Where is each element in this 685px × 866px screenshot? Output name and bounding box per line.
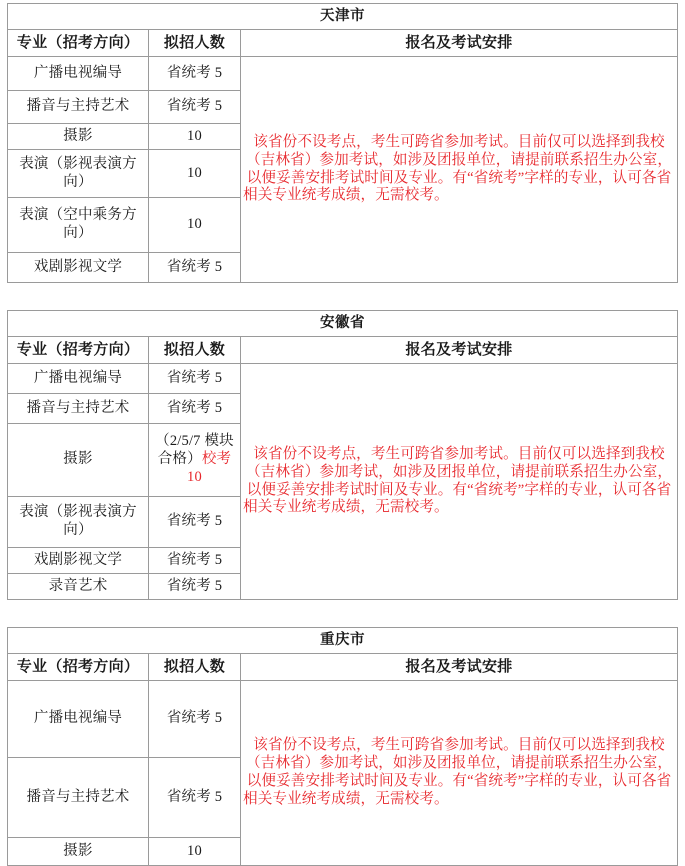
table-row — [8, 364, 678, 394]
count-text: 10 — [187, 164, 202, 181]
planned-count — [149, 124, 241, 150]
note-text: 该省份不设考点，考生可跨省参加考试。目前仅可以选择到我校（吉林省）参加考试，如涉及团报单位，请提前联系招生办公室，以便妥善安排考试时间及专业。有“省统考”字样的专业，认可各省相关专业统考成绩，无需校考。 — [243, 133, 673, 204]
table-title-row — [8, 4, 678, 30]
table-header-row — [8, 337, 678, 364]
count-text: （2/5/7 模块合格） — [155, 433, 234, 468]
major-name: 戏剧影视文学 — [8, 253, 149, 283]
count-text: 省统考 5 — [166, 513, 223, 530]
planned-count — [149, 548, 241, 574]
planned-count — [149, 424, 241, 497]
count-text: 省统考 5 — [166, 577, 223, 594]
table-header-row — [8, 30, 678, 57]
count-text-highlight: 校考 10 — [187, 451, 232, 485]
table-title: 天津市 — [8, 4, 678, 30]
note-text: 该省份不设考点，考生可跨省参加考试。目前仅可以选择到我校（吉林省）参加考试，如涉及团报单位，请提前联系招生办公室，以便妥善安排考试时间及专业。有“省统考”字样的专业，认可各省相关专业统考成绩，无需校考。 — [243, 445, 673, 516]
table-row — [8, 681, 678, 758]
major-name: 表演（空中乘务方向） — [8, 198, 149, 253]
planned-count — [149, 681, 241, 758]
major-name: 表演（影视表演方向） — [8, 150, 149, 198]
major-name: 广播电视编导 — [8, 681, 149, 758]
major-name: 摄影 — [8, 124, 149, 150]
count-text: 10 — [187, 842, 202, 859]
exam-arrangement-note — [241, 364, 678, 600]
major-name: 播音与主持艺术 — [8, 91, 149, 124]
planned-count — [149, 198, 241, 253]
province-table — [7, 627, 678, 866]
column-header-count: 拟招人数 — [149, 30, 241, 57]
column-header-count: 拟招人数 — [149, 654, 241, 681]
major-name: 播音与主持艺术 — [8, 394, 149, 424]
column-header-count: 拟招人数 — [149, 337, 241, 364]
major-name: 摄影 — [8, 838, 149, 866]
column-header-major: 专业（招考方向） — [8, 30, 149, 57]
major-name: 摄影 — [8, 424, 149, 497]
table-title: 重庆市 — [8, 628, 678, 654]
column-header-note: 报名及考试安排 — [241, 654, 678, 681]
planned-count — [149, 497, 241, 548]
column-header-note: 报名及考试安排 — [241, 30, 678, 57]
table-title-row — [8, 628, 678, 654]
major-name: 广播电视编导 — [8, 364, 149, 394]
planned-count — [149, 838, 241, 866]
count-text: 省统考 5 — [166, 399, 223, 416]
province-table — [7, 3, 678, 283]
count-text: 省统考 5 — [166, 98, 223, 115]
count-text: 省统考 5 — [166, 710, 223, 727]
count-text: 10 — [187, 127, 202, 144]
exam-arrangement-note — [241, 681, 678, 866]
major-name: 录音艺术 — [8, 574, 149, 600]
count-text: 省统考 5 — [166, 551, 223, 568]
major-name: 播音与主持艺术 — [8, 758, 149, 838]
count-text: 10 — [187, 216, 202, 233]
planned-count — [149, 574, 241, 600]
table-row — [8, 57, 678, 91]
column-header-note: 报名及考试安排 — [241, 337, 678, 364]
table-header-row — [8, 654, 678, 681]
table-title-row — [8, 311, 678, 337]
count-text: 省统考 5 — [166, 788, 223, 805]
major-name: 戏剧影视文学 — [8, 548, 149, 574]
planned-count — [149, 150, 241, 198]
count-text: 省统考 5 — [166, 369, 223, 386]
count-text: 省统考 5 — [166, 258, 223, 275]
major-name: 广播电视编导 — [8, 57, 149, 91]
note-text: 该省份不设考点，考生可跨省参加考试。目前仅可以选择到我校（吉林省）参加考试，如涉及团报单位，请提前联系招生办公室，以便妥善安排考试时间及专业。有“省统考”字样的专业，认可各省相关专业统考成绩，无需校考。 — [243, 737, 673, 807]
province-table — [7, 310, 678, 600]
planned-count — [149, 394, 241, 424]
exam-arrangement-note — [241, 57, 678, 283]
planned-count — [149, 253, 241, 283]
planned-count — [149, 91, 241, 124]
planned-count — [149, 57, 241, 91]
column-header-major: 专业（招考方向） — [8, 337, 149, 364]
count-text: 省统考 5 — [166, 64, 223, 81]
column-header-major: 专业（招考方向） — [8, 654, 149, 681]
major-name: 表演（影视表演方向） — [8, 497, 149, 548]
planned-count — [149, 364, 241, 394]
table-title: 安徽省 — [8, 311, 678, 337]
